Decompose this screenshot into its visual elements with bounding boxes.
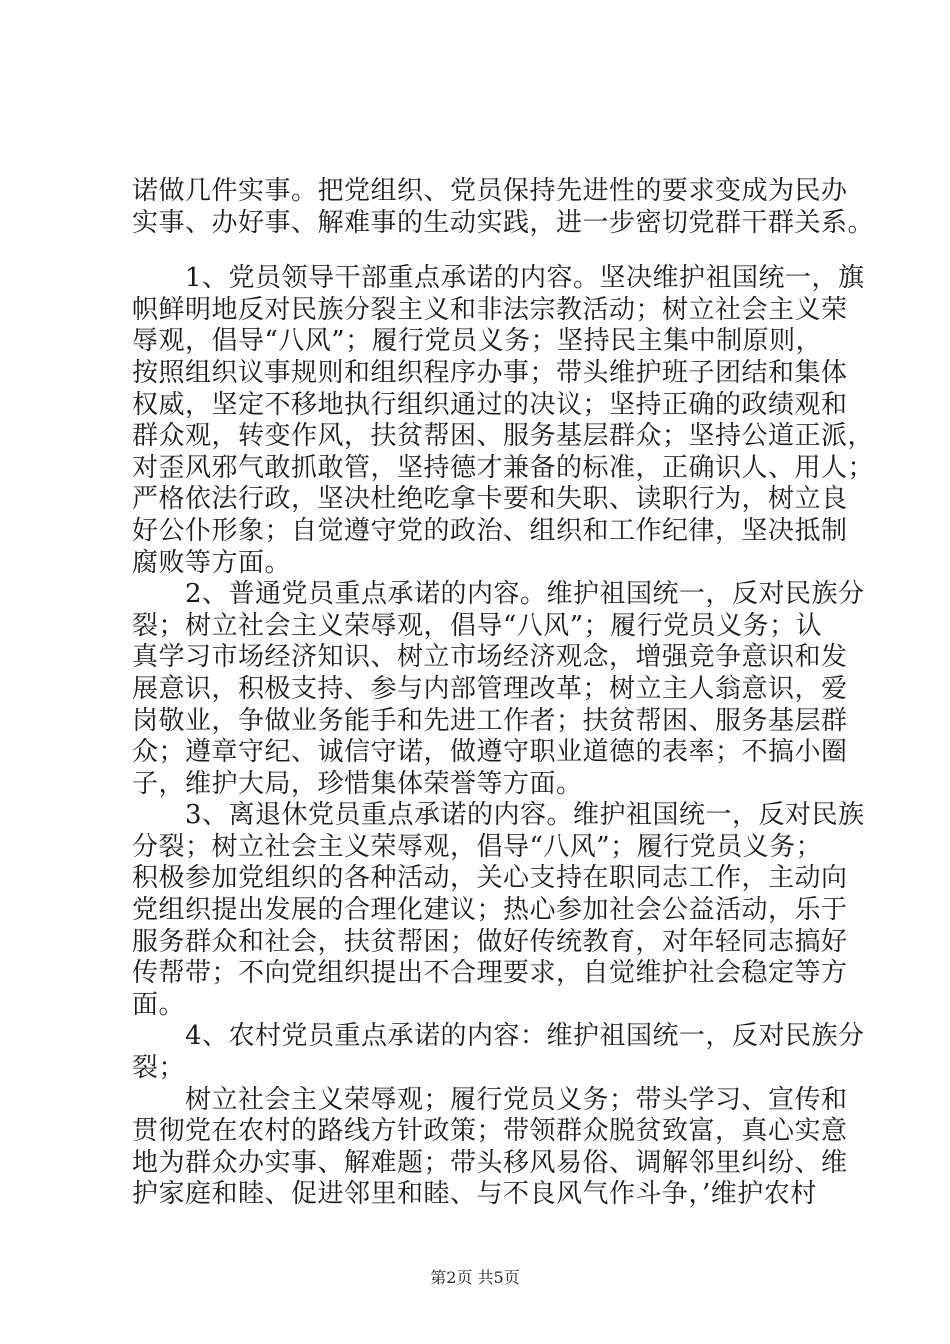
text-line: 对歪风邪气敢抓敢管，坚持德才兼备的标准，正确识人、用人；	[132, 452, 875, 483]
text-line: 众；遵章守纪、诚信守诺，做遵守职业道德的表率；不搞小圈	[132, 737, 848, 768]
text-line: 裂；	[132, 1053, 186, 1084]
text-line: 树立社会主义荣辱观；履行党员义务；带头学习、宣传和	[132, 1084, 848, 1115]
text-line: 帜鲜明地反对民族分裂主义和非法宗教活动；树立社会主义荣	[132, 294, 848, 325]
text-line: 积极参加党组织的各种活动，关心支持在职同志工作，主动向	[132, 863, 848, 894]
text-line: 分裂；树立社会主义荣辱观，倡导“八风”；履行党员义务；	[132, 831, 823, 862]
document-body	[132, 176, 875, 1211]
text-line: 展意识，积极支持、参与内部管理改革；树立主人翁意识，爱	[132, 673, 848, 704]
text-line: 传帮带；不向党组织提出不合理要求，自觉维护社会稳定等方	[132, 958, 848, 989]
text-line: 好公仆形象；自觉遵守党的政治、组织和工作纪律，坚决抵制	[132, 515, 848, 546]
text-line: 真学习市场经济知识、树立市场经济观念，增强竞争意识和发	[132, 642, 848, 673]
page-number-footer: 第2页 共5页	[430, 1268, 520, 1287]
item-4-paragraph	[132, 1021, 865, 1084]
text-line: 护家庭和睦、促进邻里和睦、与不良风气作斗争，’维护农村	[132, 1179, 817, 1210]
text-line: 岗敬业，争做业务能手和先进工作者；扶贫帮困、服务基层群	[132, 705, 848, 736]
item-1-paragraph	[132, 263, 875, 579]
item-3-paragraph	[132, 800, 865, 1021]
item-4-continuation-paragraph	[132, 1084, 848, 1211]
text-line: 1、党员领导干部重点承诺的内容。坚决维护祖国统一，旗	[132, 263, 865, 294]
text-line: 腐败等方面。	[132, 547, 292, 578]
text-line: 3、离退休党员重点承诺的内容。维护祖国统一，反对民族	[132, 800, 865, 831]
text-line: 裂；树立社会主义荣辱观，倡导“八风”；履行党员义务；认	[132, 610, 823, 641]
intro-paragraph	[132, 176, 875, 239]
text-line: 群众观，转变作风，扶贫帮困、服务基层群众；坚持公道正派，	[132, 421, 875, 452]
paragraph-gap	[132, 239, 832, 263]
text-line: 贯彻党在农村的路线方针政策；带领群众脱贫致富，真心实意	[132, 1116, 848, 1147]
text-line: 2、普通党员重点承诺的内容。维护祖国统一，反对民族分	[132, 579, 865, 610]
text-line: 权威，坚定不移地执行组织通过的决议；坚持正确的政绩观和	[132, 389, 848, 420]
text-line: 面。	[132, 989, 186, 1020]
item-2-paragraph	[132, 579, 865, 800]
text-line: 严格依法行政，坚决杜绝吃拿卡要和失职、读职行为，树立良	[132, 484, 848, 515]
text-line: 实事、办好事、解难事的生动实践，进一步密切党群干群关系。	[132, 207, 875, 238]
text-line: 地为群众办实事、解难题；带头移风易俗、调解邻里纠纷、维	[132, 1147, 848, 1178]
text-line: 服务群众和社会，扶贫帮困；做好传统教育，对年轻同志搞好	[132, 926, 848, 957]
text-line: 4、农村党员重点承诺的内容：维护祖国统一，反对民族分	[132, 1021, 865, 1052]
text-line: 诺做几件实事。把党组织、党员保持先进性的要求变成为民办	[132, 176, 848, 206]
text-line: 子，维护大局，珍惜集体荣誉等方面。	[132, 768, 583, 799]
text-line: 党组织提出发展的合理化建议；热心参加社会公益活动，乐于	[132, 895, 848, 926]
text-line: 按照组织议事规则和组织程序办事；带头维护班子团结和集体	[132, 357, 848, 388]
text-line: 辱观，倡导“八风”；履行党员义务；坚持民主集中制原则，	[132, 326, 823, 357]
